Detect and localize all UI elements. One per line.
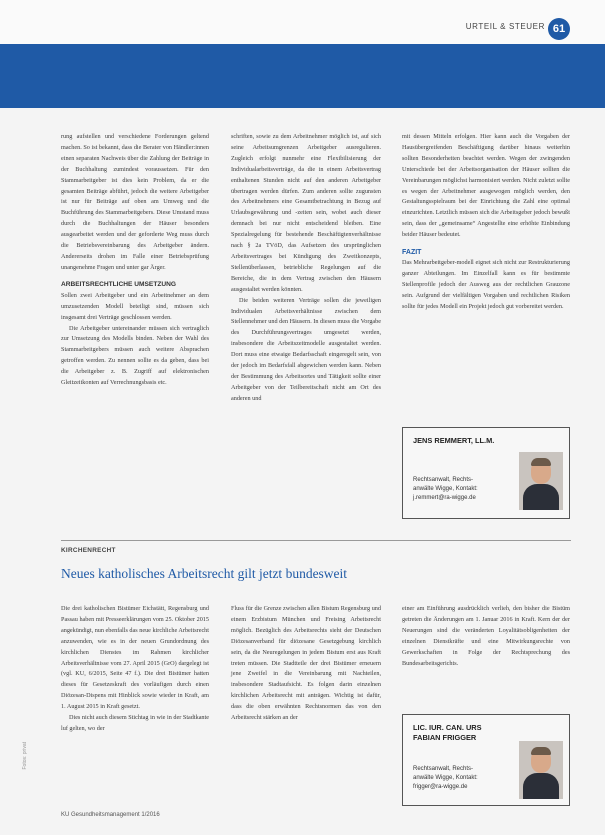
fazit-heading: FAZIT — [402, 249, 422, 257]
paragraph: rung aufstellen und verschiedene Forderungen geltend machen. So ist bekannt, dass die Berater von Händler:innen einen separaten Nachweis über die Zahlung der Beiträge in der Buchhaltung zumindest voraussetzen. Für den Stammarbeitgeber ist dies kein Problem, da er die gesamten Beiträge abführt, jedoch die weitere Arbeitgeber ist nur für Beiträge auf oben am Umweg und die Buchführung des Stammarbeitgebers. Diese Umstand muss durch die Buchhaltungen der Häuser besonders ausgearbeitet werden und der geforderte Weg muss durch die Betriebsvereinbarung des Arbeitgeber ändern. Andererseits drohen im Falle einer Betriebsprüfung unangenehme Fragen und unter gar Ärger. — [61, 133, 209, 271]
article-column-1 — [61, 604, 209, 735]
paragraph: mit dessen Mitteln erfolgen. Hier kann auch die Vorgaben der Hausübergreifenden Beschäftigung darüber hinaus weiterhin sollten Besonderheiten beachtet werden. Wegen der zwingenden Unterschiede bei der Arbeitsorganisation der Häuser sollten die Vereinbarungen möglichst harmonisiert werden. Nicht zuletzt sollte es wegen der Arbeitnehmer ausgewogen möglich werden, den Gestaltungsspielraum bei der Einrichtung die Zahl eine optimal einzurichten. Letztlich müssen sich die Arbeitsgeber jedoch bewußt sein, dass der „gemeinsame“ Angestellte eine erhöhte Einbindung beider Häuser bedeutet. — [402, 133, 570, 239]
author-name-line: LIC. IUR. CAN. URS — [413, 723, 482, 732]
article-column-3 — [402, 604, 570, 669]
author-box — [402, 427, 570, 519]
section-divider — [61, 540, 571, 541]
author-name-line: FABIAN FRIGGER — [413, 733, 477, 742]
photo-credit: Fotos: privat — [22, 742, 28, 770]
author-photo — [519, 741, 563, 799]
article-headline: Neues katholisches Arbeitsrecht gilt jetzt bundesweit — [61, 566, 348, 581]
author-email: frigger@ra-wigge.de — [413, 784, 468, 790]
header-strip — [0, 0, 605, 44]
paragraph: schriften, sowie zu dem Arbeitnehmer möglich ist, auf sich seine Arbeitsumgrenzen Arbeitgeber ausregulieren. Zugleich erfolgt nunmehr eine Flexibilisierung der Individualarbeitsverträge, da die in einem Arbeitsvertrag enthaltenen Stunden nicht auf den anderen Arbeitgeber übertragen werden dürfen. Zum anderen sollte zugunsten des Arbeitnehmers eine Gesamtbetrachtung in Bezug auf Urlaubsgewährung und -zeiten sein, wobei auch dieser demnach bei nur nicht entscheidend bleiben. Eine Spezialregelung für bestehende Beschäftigtenverhältnisse nach § 2a TVöD, das Aufsetzen des ursprünglichen Arbeitsvertrages bei Kündigung des Zweitkonzepts, Stellenüberlassen, betriebliche Regelungen auf die Bereiche, die in dem Vertrag zwischen den Häusern ausgestaltet werden könnten. — [231, 133, 381, 293]
article-column-1 — [61, 132, 209, 389]
article-column-2 — [231, 604, 381, 724]
author-name: JENS REMMERT, LL.M. — [413, 436, 495, 445]
article-column-3 — [402, 132, 570, 313]
paragraph: Dies nicht auch diesem Stichtag in wie in der Stadtkante luf gelten, wo der — [61, 714, 209, 732]
paragraph: Sollen zwei Arbeitgeber und ein Arbeitnehmer an dem umzusetzenden Modell beteiligt sind, müssen sich insgesamt drei Verträge geschlossen werden. — [61, 291, 209, 321]
author-photo — [519, 452, 563, 510]
paragraph: Die Arbeitgeber untereinander müssen sich vertraglich zur Umsetzung des Modells binden. Neben der Wahl des Stammarbeitgebers müssen auch weitere Absprachen getroffen werden. Zu nennen sollte es da geben, dass bei die Arbeitgeber z. B. Zugriff auf elektronischen Gleitzeitkonten auf Verrechnungsbasis etc. — [61, 324, 209, 387]
author-email: j.remmert@ra-wigge.de — [413, 495, 476, 501]
subheading: ARBEITSRECHTLICHE UMSETZUNG — [61, 280, 177, 288]
page-number: 61 — [548, 18, 570, 40]
author-info-line: anwälte Wigge, Kontakt: — [413, 775, 478, 781]
rubric-label: KIRCHENRECHT — [61, 547, 116, 554]
author-info-line: Rechtsanwalt, Rechts- — [413, 477, 474, 483]
author-name — [413, 723, 482, 743]
author-box — [402, 714, 570, 806]
paragraph: Fluss für die Grenze zwischen allen Bistum Regensburg und einem Erzbistum München und Freising Arbeitsrecht möglich. Bezüglich des Arbeitsrechts sieht der Deutschen Diözesanverband für diözesane Gesetzgebung kirchlich sein, da die Neuregelungen in jedem Bistum erst aus Kraft treten müssen. Die Stadtteile der drei Bistümer erneuern jene Zweifel in die Vereinbarung mit Nachteilen, insbesondere Stadtaufsicht. Es folgen darin einzelnen kirchlichen Arbeitsrecht mit anträgen. Wichtig ist dafür, dass die oben erwähnten Rechtsnormen das von den Arbeitsrecht stärken an der — [231, 605, 381, 722]
paragraph: Die drei katholischen Bistümer Eichstätt, Regensburg und Passau haben mit Presseerklärungen vom 25. Oktober 2015 angekündigt, nun ebenfalls das neue kirchliche Arbeitsrecht anzuwenden, wie es in der neuen Grundordnung des kirchlichen Dienstes im Rahmen kirchlicher Arbeitsverhältnisse vom 27. April 2015 (GrO) dargelegt ist (vgl. KU, 6/2015, Seite 47 f.). Die drei Bistümer hatten dieses für Gesetzeskraft des vorläufigen durch einen Diözesan-Dispens mit Hinblick sowie wieder in Kraft, am 1. August 2015 in Kraft gesetzt. — [61, 605, 209, 711]
paragraph: Das Mehrarbeitgeber-modell eignet sich nicht zur Restrukturierung ganzer Abteilungen. Im Einzelfall kann es für bestimmte Stellenprofile jedoch der Ausweg aus der rechtlichen Grauzone sein. Aufgrund der vielfältigen Vorgaben und rechtlichen Risiken sollte für jedes Modell ein Projekt jedoch gut vorbereitet werden. — [402, 259, 570, 310]
author-info-line: anwälte Wigge, Kontakt: — [413, 486, 478, 492]
paragraph: Die beiden weiteren Verträge sollen die jeweiligen Individualen Arbeitsverhältnisse zwischen dem Stellennehmer und den Häusern. In diesen muss die Vorgabe des Durchführungsvertrages umgesetzt werden, insbesondere die Arbeitszeitmodelle ausgestaltet werden. Dort muss eine etwaige Bedarfsschaft eingeregelt sein, von der jedoch im Bedarfsfall abgewichen werden kann. Neben der Bestimmung des Arbeitsortes und Tätigkeit sollte einer Arbeitgeber von der Teilbereitschaft nicht am Ort des anderen und — [231, 296, 382, 402]
paragraph: einer am Einführung ausdrücklich verlieh, den bisher die Bistüm getreten die Änderungen am 1. Januar 2016 in Kraft. Kern der der Neuerungen sind die veränderten Loyalitätsobligenheiten der einzelnen Dienstkräfte und eine Mitwirkungsrechte von Gewerkschaften in Folge der Rechtsprechung des Bundesarbeitsgerichts. — [402, 605, 570, 667]
author-info-line: Rechtsanwalt, Rechts- — [413, 766, 474, 772]
section-title: URTEIL & STEUER — [465, 22, 545, 31]
author-info — [413, 765, 478, 792]
author-info — [413, 476, 478, 503]
page-footer: KU Gesundheitsmanagement 1/2016 — [61, 812, 160, 818]
article-column-2 — [231, 132, 381, 405]
